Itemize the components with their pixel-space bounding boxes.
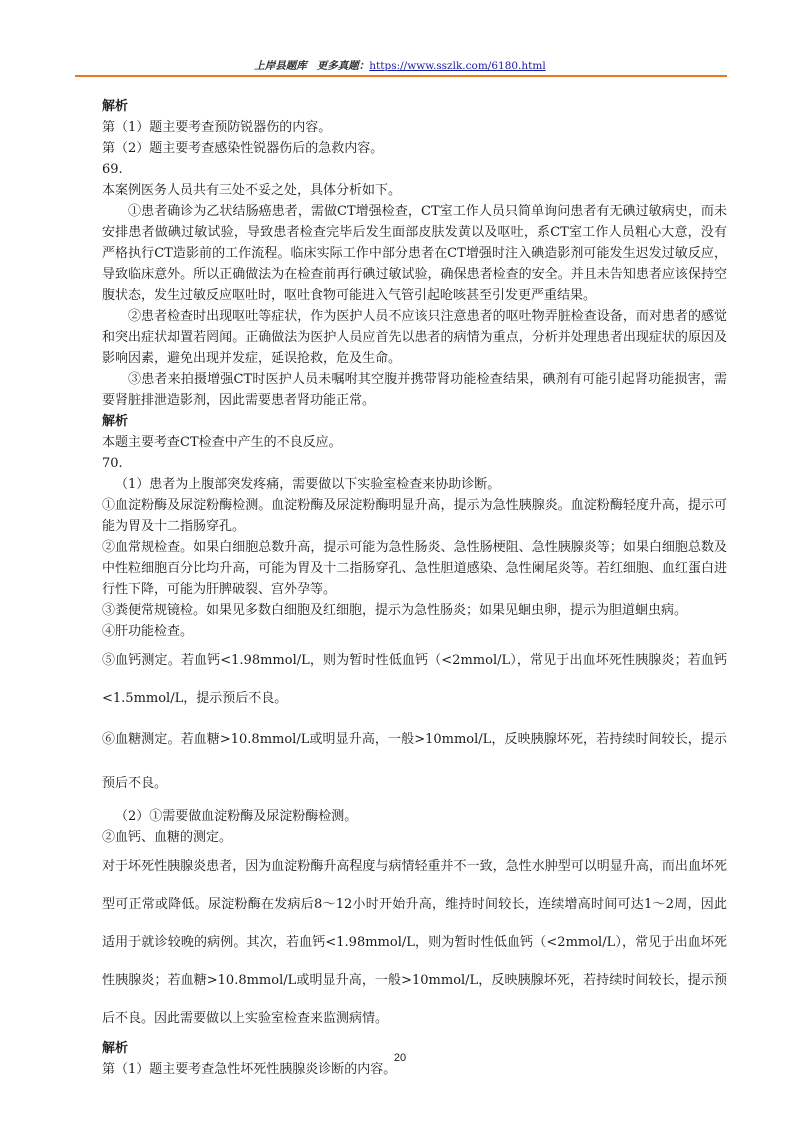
paragraph: ①血淀粉酶及尿淀粉酶检测。血淀粉酶及尿淀粉酶明显升高，提示为急性胰腺炎。血淀粉酶轻度升高，提示可能为胃及十二指肠穿孔。 (102, 498, 727, 534)
section-heading: 解析 (102, 414, 129, 429)
section-heading: 解析 (102, 1041, 129, 1056)
paragraph: ①患者确诊为乙状结肠癌患者，需做CT增强检查，CT室工作人员只简单询问患者有无碘过敏病史，而未安排患者做碘过敏试验，导致患者检查完毕后发生面部皮肤发黄以及呕吐，系CT室工作人员粗心大意，没有严格执行CT造影前的工作流程。临床实际工作中部分患者在CT增强时注入碘造影剂可能发生迟发过敏反应，导致临床意外。所以正确做法为在检查前再行碘过敏试验，确保患者检查的安全。并且未告知患者应该保持空腹状态，发生过敏反应呕吐时，呕吐食物可能进入气管引起呛咳甚至引发更严重结果。 (102, 204, 727, 303)
paragraph: ③患者来拍摄增强CT时医护人员未嘱咐其空腹并携带肾功能检查结果，碘剂有可能引起肾功能损害，需要肾脏排泄造影剂，因此需要患者肾功能正常。 (102, 372, 727, 408)
header-link-prefix: 更多真题： (316, 60, 370, 72)
paragraph: 第（2）题主要考查感染性锐器伤后的急救内容。 (102, 141, 384, 156)
paragraph: 对于坏死性胰腺炎患者，因为血淀粉酶升高程度与病情轻重并不一致，急性水肿型可以明显升高，而出血坏死型可正常或降低。尿淀粉酶在发病后8～12小时开始升高，维持时间较长，连续增高时间可达1～2周，因此适用于就诊较晚的病例。其次，若血钙<1.98mmol/L，则为暂时性低血钙（<2mmol/L），常见于出血坏死性胰腺炎；若血糖>10.8mmol/L或明显升高，一般>10mmol/L，反映胰腺坏死，若持续时间较长，提示预后不良。因此需要做以上实验室检查来监测病情。 (102, 859, 727, 1026)
paragraph: ⑥血糖测定。若血糖>10.8mmol/L或明显升高，一般>10mmol/L，反映胰腺坏死，若持续时间较长，提示预后不良。 (102, 732, 727, 791)
question-number: 69. (102, 162, 123, 177)
paragraph: ②患者检查时出现呕吐等症状，作为医护人员不应该只注意患者的呕吐物弄脏检查设备，而对患者的感觉和突出症状却置若罔闻。正确做法为医护人员应首先以患者的病情为重点，分析并处理患者出现症状的原因及影响因素，避免出现并发症，延误抢救，危及生命。 (102, 309, 727, 366)
page-number: 20 (393, 1052, 407, 1064)
header-brand: 上岸县题库 (254, 60, 307, 72)
header-divider (75, 75, 727, 77)
paragraph: （1）患者为上腹部突发疼痛，需要做以下实验室检查来协助诊断。 (115, 477, 501, 492)
document-body (102, 96, 727, 1080)
paragraph: （2）①需要做血淀粉酶及尿淀粉酶检测。 (115, 809, 358, 824)
header-url-link[interactable]: https://www.sszlk.com/6180.html (369, 60, 546, 72)
paragraph: ⑤血钙测定。若血钙<1.98mmol/L，则为暂时性低血钙（<2mmol/L），常见于出血坏死性胰腺炎；若血钙<1.5mmol/L，提示预后不良。 (102, 653, 727, 706)
paragraph: ②血常规检查。如果白细胞总数升高，提示可能为急性肠炎、急性肠梗阻、急性胰腺炎等；如果白细胞总数及中性粒细胞百分比均升高，可能为胃及十二指肠穿孔、急性胆道感染、急性阑尾炎等。若红细胞、血红蛋白进行性下降，可能为肝脾破裂、宫外孕等。 (102, 540, 727, 597)
paragraph: 第（1）题主要考查急性坏死性胰腺炎诊断的内容。 (102, 1062, 397, 1077)
paragraph: 第（1）题主要考查预防锐器伤的内容。 (102, 120, 332, 135)
paragraph: 本题主要考查CT检查中产生的不良反应。 (102, 435, 342, 450)
page-header (75, 58, 725, 73)
paragraph: ②血钙、血糖的测定。 (102, 830, 233, 845)
section-heading: 解析 (102, 99, 129, 114)
paragraph: 本案例医务人员共有三处不妥之处，具体分析如下。 (102, 183, 402, 198)
paragraph: ④肝功能检查。 (102, 624, 194, 639)
paragraph: ③粪便常规镜检。如果见多数白细胞及红细胞，提示为急性肠炎；如果见蛔虫卵，提示为胆道蛔虫病。 (102, 603, 688, 618)
question-number: 70. (102, 456, 123, 471)
